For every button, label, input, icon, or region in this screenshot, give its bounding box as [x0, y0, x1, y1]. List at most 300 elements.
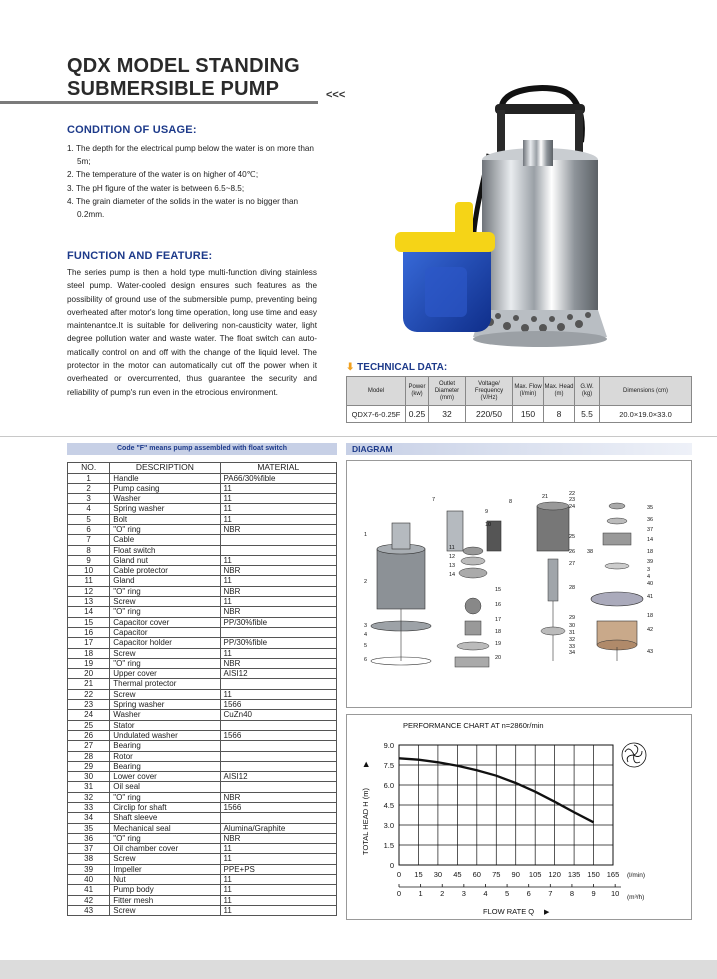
table-cell: 24 — [68, 710, 110, 720]
x-tick-label-lmin: 105 — [528, 870, 542, 879]
table-cell: 11 — [220, 854, 336, 864]
table-cell: Bearing — [110, 741, 220, 751]
table-cell: 38 — [68, 854, 110, 864]
table-row — [68, 648, 337, 658]
diagram-part-label: 38 — [587, 549, 594, 555]
table-header-row — [347, 377, 692, 406]
table-cell: 17 — [68, 638, 110, 648]
table-row — [68, 761, 337, 771]
x-tick-label-lmin: 60 — [472, 870, 481, 879]
table-cell: 1566 — [220, 803, 336, 813]
table-cell: 1566 — [220, 700, 336, 710]
table-header-row — [68, 463, 337, 474]
table-cell: 11 — [220, 885, 336, 895]
table-cell: Gland — [110, 576, 220, 586]
x-tick-label-m3h: 6 — [526, 889, 531, 898]
table-cell: 26 — [68, 730, 110, 740]
x-tick-label-lmin: 0 — [396, 870, 402, 879]
table-cell: 7 — [68, 535, 110, 545]
table-cell: 220/50 — [466, 406, 513, 423]
table-cell: Bolt — [110, 514, 220, 524]
table-header-cell: Outlet Diameter (mm) — [429, 377, 466, 406]
table-cell: 23 — [68, 700, 110, 710]
diagram-part-label: 11 — [449, 545, 455, 551]
diagram-part-label: 9 — [485, 509, 489, 515]
table-row — [68, 535, 337, 545]
section-divider — [0, 436, 717, 437]
table-cell: 11 — [68, 576, 110, 586]
table-cell: AISI12 — [220, 669, 336, 679]
table-row — [68, 669, 337, 679]
table-row — [68, 792, 337, 802]
table-row — [68, 679, 337, 689]
condition-item: 1. The depth for the electrical pump below the water is on more than 5m; — [67, 144, 314, 167]
diagram-part-label: 30 — [569, 623, 576, 629]
table-header-cell: Voltage/ Frequency (V/Hz) — [466, 377, 513, 406]
function-heading: FUNCTION AND FEATURE: — [67, 250, 213, 262]
condition-item: 2. The temperature of the water is on higher of 40℃; — [67, 170, 259, 180]
table-cell: Cable — [110, 535, 220, 545]
diagram-part-label: 26 — [569, 549, 576, 555]
table-cell: Nut — [110, 875, 220, 885]
table-cell: CuZn40 — [220, 710, 336, 720]
table-cell — [220, 545, 336, 555]
table-header-cell: Dimensions (cm) — [600, 377, 692, 406]
table-cell: PP/30%fible — [220, 617, 336, 627]
diagram-part-label: 43 — [647, 649, 654, 655]
table-cell: "O" ring — [110, 586, 220, 596]
diagram-part-label: 27 — [569, 561, 576, 567]
table-header-cell: Max. Head (m) — [544, 377, 575, 406]
x-tick-label-m3h: 1 — [418, 889, 423, 898]
down-arrow-icon: ⬇ — [346, 362, 355, 373]
table-cell: 18 — [68, 648, 110, 658]
table-cell: 3 — [68, 494, 110, 504]
table-cell: 16 — [68, 627, 110, 637]
table-cell: Shaft sleeve — [110, 813, 220, 823]
table-row — [68, 566, 337, 576]
technical-data-table — [346, 376, 692, 423]
up-arrow-icon: ▶ — [363, 761, 370, 767]
table-cell: 11 — [220, 494, 336, 504]
table-cell: Stator — [110, 720, 220, 730]
table-row — [68, 864, 337, 874]
y-tick-label: 4.5 — [383, 801, 394, 810]
pump-photo — [385, 82, 615, 350]
x-tick-label-lmin: 45 — [453, 870, 462, 879]
condition-item: 3. The pH figure of the water is between 6.5~8.5; — [67, 183, 245, 193]
table-row — [68, 555, 337, 565]
table-cell: 31 — [68, 782, 110, 792]
table-cell — [220, 627, 336, 637]
table-cell: 21 — [68, 679, 110, 689]
technical-heading — [346, 362, 447, 373]
table-cell: Capacitor — [110, 627, 220, 637]
function-text: The series pump is then a hold type multi-function diving stainless steel pump. Water-cooled design ensures such features as the possibility of ground use of the submersible pump, preventing being overheated after motor's long time operation, long use time and easy maintenantce.It is suitable for delivering non-causticity water, light degree pollution water and waste water. The float switch can auto-matically control on and off with the change of the liquid level. The protector in the motor can automatically cut off the power when it overheated or overcurrented, thus guarantee the security and reliability of pump's run even in the etrocious environment. — [67, 268, 317, 397]
x-tick-label-m3h: 3 — [461, 889, 466, 898]
table-cell: Thermal protector — [110, 679, 220, 689]
diagram-part-label: 13 — [449, 563, 456, 569]
table-cell: 11 — [220, 905, 336, 915]
y-axis-label: TOTAL HEAD H (m) — [361, 788, 370, 855]
table-cell: Cable protector — [110, 566, 220, 576]
diagram-part-label: 33 — [569, 644, 576, 650]
x-tick-label-m3h: 0 — [396, 889, 402, 898]
table-cell: Washer — [110, 710, 220, 720]
table-header-cell: MATERIAL — [220, 463, 336, 474]
table-row — [68, 483, 337, 493]
diagram-part-label: 40 — [647, 581, 654, 587]
table-cell: 20 — [68, 669, 110, 679]
table-cell: Screw — [110, 597, 220, 607]
table-cell: 11 — [220, 597, 336, 607]
table-cell: Oil seal — [110, 782, 220, 792]
table-row — [68, 658, 337, 668]
condition-heading: CONDITION OF USAGE: — [67, 124, 197, 136]
diagram-part-label: 20 — [495, 655, 502, 661]
chart-title: PERFORMANCE CHART AT n=2860r/min — [403, 721, 544, 730]
table-cell: 32 — [429, 406, 466, 423]
table-cell: 37 — [68, 844, 110, 854]
page-title-line2: SUBMERSIBLE PUMP — [67, 78, 280, 100]
diagram-part-label: 8 — [509, 499, 513, 505]
diagram-part-label: 4 — [647, 574, 651, 580]
table-cell: QDX7-6-0.25F — [347, 406, 406, 423]
table-cell: Screw — [110, 854, 220, 864]
table-cell: 41 — [68, 885, 110, 895]
table-row — [68, 638, 337, 648]
x-tick-label-lmin: 165 — [606, 870, 620, 879]
table-cell: Screw — [110, 648, 220, 658]
table-header-cell: Power (kw) — [406, 377, 429, 406]
diagram-heading: DIAGRAM — [346, 443, 692, 455]
x-tick-label-lmin: 15 — [414, 870, 423, 879]
diagram-part-label: 6 — [364, 657, 368, 663]
diagram-part-label: 36 — [647, 517, 654, 523]
table-cell — [220, 679, 336, 689]
diagram-part-label: 28 — [569, 585, 576, 591]
table-cell — [220, 720, 336, 730]
table-cell: 4 — [68, 504, 110, 514]
table-row — [68, 751, 337, 761]
table-row — [68, 813, 337, 823]
x-tick-label-lmin: 75 — [492, 870, 501, 879]
table-row — [68, 617, 337, 627]
table-cell: Upper cover — [110, 669, 220, 679]
table-row — [68, 700, 337, 710]
table-row — [68, 607, 337, 617]
table-cell: "O" ring — [110, 833, 220, 843]
table-cell: "O" ring — [110, 607, 220, 617]
table-cell — [220, 761, 336, 771]
table-cell: Spring washer — [110, 700, 220, 710]
code-note: Code "F" means pump assembled with float switch — [67, 443, 337, 455]
table-cell: Oil chamber cover — [110, 844, 220, 854]
table-cell: 11 — [220, 895, 336, 905]
table-cell: Screw — [110, 689, 220, 699]
table-cell: "O" ring — [110, 658, 220, 668]
table-cell: 11 — [220, 689, 336, 699]
diagram-part-label: 37 — [647, 527, 654, 533]
diagram-part-label: 3 — [364, 623, 368, 629]
table-row — [68, 875, 337, 885]
performance-chart — [346, 714, 692, 920]
y-tick-label: 3.0 — [383, 821, 394, 830]
chart-grid — [399, 745, 613, 865]
table-cell: Spring washer — [110, 504, 220, 514]
diagram-part-label: 39 — [647, 559, 654, 565]
diagram-part-label: 1 — [364, 532, 368, 538]
x-tick-label-m3h: 9 — [591, 889, 596, 898]
table-cell — [220, 782, 336, 792]
table-header-cell: NO. — [68, 463, 110, 474]
table-cell: 11 — [220, 576, 336, 586]
table-cell: Fitter mesh — [110, 895, 220, 905]
table-row — [68, 586, 337, 596]
performance-chart-svg — [347, 715, 691, 919]
table-cell: "O" ring — [110, 792, 220, 802]
table-cell: 5 — [68, 514, 110, 524]
diagram-part-label: 17 — [495, 617, 502, 623]
table-cell: "O" ring — [110, 524, 220, 534]
table-header-cell: Max. Flow (l/min) — [513, 377, 544, 406]
table-cell: Lower cover — [110, 772, 220, 782]
table-cell: Circlip for shaft — [110, 803, 220, 813]
table-row — [68, 514, 337, 524]
table-cell: 28 — [68, 751, 110, 761]
table-row — [68, 597, 337, 607]
table-cell — [220, 741, 336, 751]
table-cell: 9 — [68, 555, 110, 565]
table-cell: 11 — [220, 648, 336, 658]
x-tick-label-m3h: 4 — [483, 889, 488, 898]
table-cell: 33 — [68, 803, 110, 813]
x-tick-label-m3h: 10 — [610, 889, 620, 898]
table-header-cell: G.W. (kg) — [575, 377, 600, 406]
table-cell: NBR — [220, 658, 336, 668]
table-cell: 27 — [68, 741, 110, 751]
table-cell: Alumina/Graphite — [220, 823, 336, 833]
table-row — [68, 854, 337, 864]
exploded-diagram — [346, 460, 692, 708]
table-row — [68, 627, 337, 637]
condition-list — [67, 142, 317, 221]
table-cell: PP/30%fible — [220, 638, 336, 648]
diagram-part-label: 4 — [364, 632, 368, 638]
parts-table — [67, 462, 337, 916]
x-tick-label-m3h: 5 — [504, 889, 510, 898]
diagram-part-label: 25 — [569, 534, 576, 540]
table-cell: 11 — [220, 555, 336, 565]
table-cell: 11 — [220, 875, 336, 885]
diagram-part-label: 16 — [495, 602, 502, 608]
diagram-part-label: 10 — [485, 522, 492, 528]
table-cell: Washer — [110, 494, 220, 504]
table-row — [68, 741, 337, 751]
table-cell: 30 — [68, 772, 110, 782]
table-cell: 36 — [68, 833, 110, 843]
table-cell: 12 — [68, 586, 110, 596]
x-tick-label-lmin: 120 — [548, 870, 561, 879]
table-cell: 25 — [68, 720, 110, 730]
table-row — [68, 576, 337, 586]
y-tick-label: 7.5 — [383, 761, 394, 770]
title-arrows: <<< — [326, 89, 346, 101]
page-title-line1: QDX MODEL STANDING — [67, 55, 300, 77]
diagram-part-label: 24 — [569, 504, 576, 510]
x-tick-label-m3h: 8 — [569, 889, 575, 898]
exploded-diagram-drawing — [347, 461, 691, 707]
table-cell: 20.0×19.0×33.0 — [600, 406, 692, 423]
table-row — [68, 494, 337, 504]
table-cell: 11 — [220, 514, 336, 524]
table-cell: 14 — [68, 607, 110, 617]
table-cell: 8 — [544, 406, 575, 423]
diagram-part-label: 18 — [495, 629, 502, 635]
table-cell: Pump body — [110, 885, 220, 895]
diagram-part-label: 19 — [495, 641, 502, 647]
table-cell: Rotor — [110, 751, 220, 761]
table-cell: AISI12 — [220, 772, 336, 782]
table-cell: Handle — [110, 473, 220, 483]
table-cell: NBR — [220, 586, 336, 596]
diagram-part-label: 18 — [647, 549, 654, 555]
diagram-part-label: 29 — [569, 615, 576, 621]
diagram-part-label: 32 — [569, 637, 576, 643]
y-tick-label: 0 — [389, 861, 394, 870]
table-row — [68, 710, 337, 720]
table-row — [68, 473, 337, 483]
diagram-part-label: 42 — [647, 627, 654, 633]
diagram-part-label: 14 — [647, 537, 654, 543]
table-cell: 11 — [220, 844, 336, 854]
table-cell: NBR — [220, 792, 336, 802]
table-row — [68, 905, 337, 915]
table-cell: Impeller — [110, 864, 220, 874]
x-unit-lmin: (l/min) — [627, 872, 646, 879]
table-cell: 8 — [68, 545, 110, 555]
diagram-part-label: 3 — [647, 567, 651, 573]
table-cell: PPE+PS — [220, 864, 336, 874]
x-tick-label-lmin: 150 — [587, 870, 600, 879]
diagram-part-label: 35 — [647, 505, 654, 511]
table-row — [68, 823, 337, 833]
table-cell: 15 — [68, 617, 110, 627]
table-row — [68, 772, 337, 782]
table-cell: 5.5 — [575, 406, 600, 423]
table-cell: Float switch — [110, 545, 220, 555]
table-row — [68, 720, 337, 730]
x-tick-label-m3h: 2 — [440, 889, 445, 898]
table-cell: Undulated washer — [110, 730, 220, 740]
table-row — [68, 504, 337, 514]
table-row — [68, 782, 337, 792]
table-cell: NBR — [220, 566, 336, 576]
table-cell: Capacitor cover — [110, 617, 220, 627]
x-unit-m3h: (m³/h) — [627, 894, 645, 901]
technical-heading-text: TECHNICAL DATA: — [357, 362, 448, 373]
diagram-part-label: 31 — [569, 630, 576, 636]
table-cell: 1 — [68, 473, 110, 483]
table-cell: 40 — [68, 875, 110, 885]
diagram-part-label: 12 — [449, 554, 456, 560]
table-cell: 10 — [68, 566, 110, 576]
x-tick-label-lmin: 90 — [511, 870, 520, 879]
table-row — [68, 730, 337, 740]
table-row — [68, 885, 337, 895]
table-cell: Capacitor holder — [110, 638, 220, 648]
table-row — [68, 524, 337, 534]
table-cell: 1566 — [220, 730, 336, 740]
condition-item: 4. The grain diameter of the solids in the water is no bigger than 0.2mm. — [67, 196, 299, 220]
table-cell: Screw — [110, 905, 220, 915]
table-header-cell: DESCRIPTION — [110, 463, 220, 474]
diagram-part-label: 2 — [364, 579, 368, 585]
diagram-part-label: 22 — [569, 491, 576, 497]
table-cell: 13 — [68, 597, 110, 607]
table-cell: 32 — [68, 792, 110, 802]
table-cell: 6 — [68, 524, 110, 534]
table-cell: 11 — [220, 504, 336, 514]
diagram-part-label: 14 — [449, 572, 456, 578]
table-cell: 39 — [68, 864, 110, 874]
table-cell: Gland nut — [110, 555, 220, 565]
table-cell — [220, 813, 336, 823]
table-row — [68, 689, 337, 699]
table-cell: 22 — [68, 689, 110, 699]
table-cell: NBR — [220, 607, 336, 617]
table-row — [68, 545, 337, 555]
table-cell: NBR — [220, 833, 336, 843]
right-arrow-icon: ▶ — [544, 909, 550, 916]
table-cell: 42 — [68, 895, 110, 905]
x-axis-label: FLOW RATE Q — [483, 907, 535, 916]
diagram-part-label: 7 — [432, 497, 436, 503]
diagram-part-label: 41 — [647, 594, 654, 600]
table-cell: Pump casing — [110, 483, 220, 493]
y-tick-label: 9.0 — [383, 741, 394, 750]
table-cell: PA66/30%fible — [220, 473, 336, 483]
diagram-part-label: 21 — [542, 494, 549, 500]
table-cell: NBR — [220, 524, 336, 534]
diagram-part-label: 15 — [495, 587, 502, 593]
table-row — [68, 833, 337, 843]
table-row — [347, 406, 692, 423]
table-cell: 43 — [68, 905, 110, 915]
table-cell: 150 — [513, 406, 544, 423]
table-cell — [220, 751, 336, 761]
x-tick-label-lmin: 30 — [433, 870, 443, 879]
table-row — [68, 844, 337, 854]
table-cell: 11 — [220, 483, 336, 493]
table-cell: 2 — [68, 483, 110, 493]
table-header-cell: Model — [347, 377, 406, 406]
diagram-part-label: 18 — [647, 613, 654, 619]
table-cell: 19 — [68, 658, 110, 668]
table-cell: Bearing — [110, 761, 220, 771]
diagram-part-label: 23 — [569, 497, 576, 503]
table-row — [68, 803, 337, 813]
title-underline — [0, 101, 318, 104]
footer-bar — [0, 960, 717, 979]
table-cell: 0.25 — [406, 406, 429, 423]
table-cell: Mechanical seal — [110, 823, 220, 833]
y-tick-label: 6.0 — [383, 781, 394, 790]
table-cell: 35 — [68, 823, 110, 833]
table-cell: 34 — [68, 813, 110, 823]
diagram-part-label: 5 — [364, 643, 368, 649]
table-cell: 29 — [68, 761, 110, 771]
